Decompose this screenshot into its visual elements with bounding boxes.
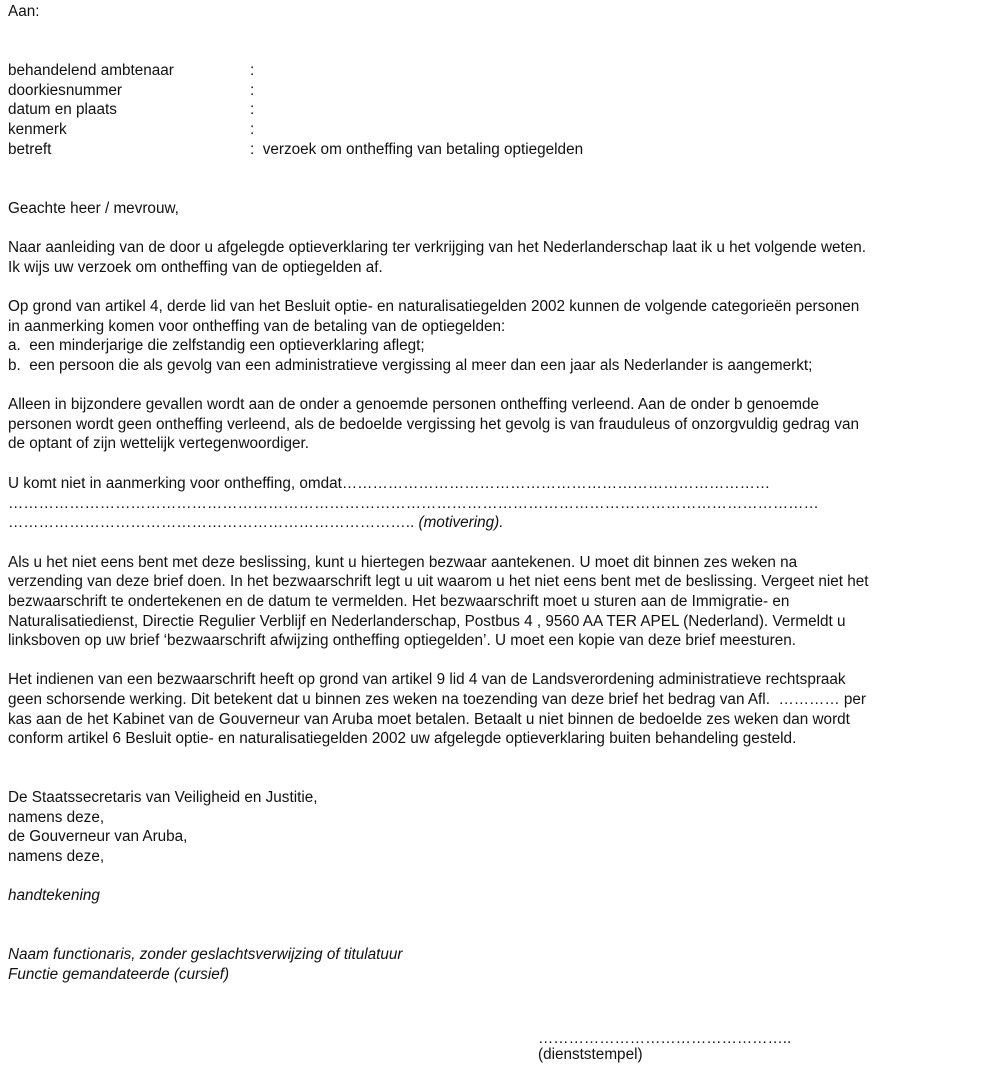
paragraph-line: Naturalisatiedienst, Directie Regulier Verblijf en Nederlanderschap, Postbus 4 , 9560 AA TER APEL (Nederland). Vermeldt u: [8, 613, 846, 630]
paragraph-line: bezwaarschrift te ondertekenen en de datum te vermelden. Het bezwaarschrift moet u sturen aan de Immigratie- en: [8, 593, 790, 610]
list-item-b: b. een persoon die als gevolg van een administratieve vergissing al meer dan een jaar als Nederlander is aangemerkt;: [8, 357, 813, 374]
stamp-dots: …………………………………………..: [538, 1030, 792, 1047]
field-label-betreft: betreft: [8, 141, 52, 158]
paragraph-line: Op grond van artikel 4, derde lid van het Besluit optie- en naturalisatiegelden 2002 kunnen de volgende categorieën personen: [8, 298, 860, 315]
closing-line: de Gouverneur van Aruba,: [8, 828, 188, 845]
stamp-label: (dienststempel): [538, 1046, 643, 1063]
closing-line: namens deze,: [8, 809, 105, 826]
paragraph-line: kas aan de het Kabinet van de Gouverneur van Aruba moet betalen. Betaalt u niet binnen de bedoelde zes weken dan wordt: [8, 711, 850, 728]
field-label-doorkiesnummer: doorkiesnummer: [8, 82, 122, 99]
paragraph-line: Ik wijs uw verzoek om ontheffing van de optiegelden af.: [8, 259, 383, 276]
paragraph-line: verzending van deze brief doen. In het bezwaarschrift legt u uit waarom u het niet eens bent met de beslissing. Vergeet niet het: [8, 573, 869, 590]
paragraph-line: in aanmerking komen voor ontheffing van de betaling van de optiegelden:: [8, 318, 506, 335]
signature-placeholder: handtekening: [8, 887, 100, 904]
field-value-ambtenaar: :: [250, 62, 255, 79]
paragraph-line: personen wordt geen ontheffing verleend, als de bedoelde vergissing het gevolg is van frauduleus of onzorgvuldig gedrag van: [8, 416, 859, 433]
official-function: Functie gemandateerde (cursief): [8, 966, 230, 983]
motivation-label: (motivering).: [418, 514, 504, 531]
motivation-line-3: [8, 513, 503, 533]
paragraph-line: Naar aanleiding van de door u afgelegde optieverklaring ter verkrijging van het Nederlanderschap laat ik u het volgende weten.: [8, 239, 867, 256]
motivation-line-2: ……………………………………………………………………………………………………………………………………………: [8, 495, 819, 512]
motivation-dots: ……………………………………………………………………..: [8, 514, 419, 531]
official-name: Naam functionaris, zonder geslachtsverwijzing of titulatuur: [8, 946, 403, 963]
paragraph-line: Alleen in bijzondere gevallen wordt aan de onder a genoemde personen ontheffing verleend. Aan de onder b genoemde: [8, 396, 820, 413]
paragraph-line: conform artikel 6 Besluit optie- en naturalisatiegelden 2002 uw afgelegde optieverklaring buiten behandeling gesteld.: [8, 730, 797, 747]
addressee-label: Aan:: [8, 3, 40, 20]
field-label-kenmerk: kenmerk: [8, 121, 67, 138]
motivation-line-1: U komt niet in aanmerking voor ontheffing, omdat…………………………………………………………………………: [8, 475, 771, 492]
closing-line: De Staatssecretaris van Veiligheid en Justitie,: [8, 789, 318, 806]
salutation: Geachte heer / mevrouw,: [8, 200, 179, 217]
paragraph-line: de optant of zijn wettelijk vertegenwoordiger.: [8, 435, 310, 452]
closing-line: namens deze,: [8, 848, 105, 865]
paragraph-line: Als u het niet eens bent met deze beslissing, kunt u hiertegen bezwaar aantekenen. U moet dit binnen zes weken na: [8, 554, 798, 571]
field-value-kenmerk: :: [250, 121, 255, 138]
field-label-ambtenaar: behandelend ambtenaar: [8, 62, 174, 79]
field-value-datum: :: [250, 101, 255, 118]
paragraph-line: linksboven op uw brief ‘bezwaarschrift afwijzing ontheffing optiegelden’. U moet een kopie van deze brief meesturen.: [8, 632, 796, 649]
list-item-a: a. een minderjarige die zelfstandig een optieverklaring aflegt;: [8, 337, 425, 354]
paragraph-line: geen schorsende werking. Dit betekent dat u binnen zes weken na toezending van deze brief het bedrag van Afl. ………… per: [8, 691, 866, 708]
field-label-datum: datum en plaats: [8, 101, 117, 118]
field-value-betreft: : verzoek om ontheffing van betaling optiegelden: [250, 141, 584, 158]
field-value-doorkiesnummer: :: [250, 82, 255, 99]
paragraph-line: Het indienen van een bezwaarschrift heeft op grond van artikel 9 lid 4 van de Landsverordening administratieve rechtspraak: [8, 671, 846, 688]
